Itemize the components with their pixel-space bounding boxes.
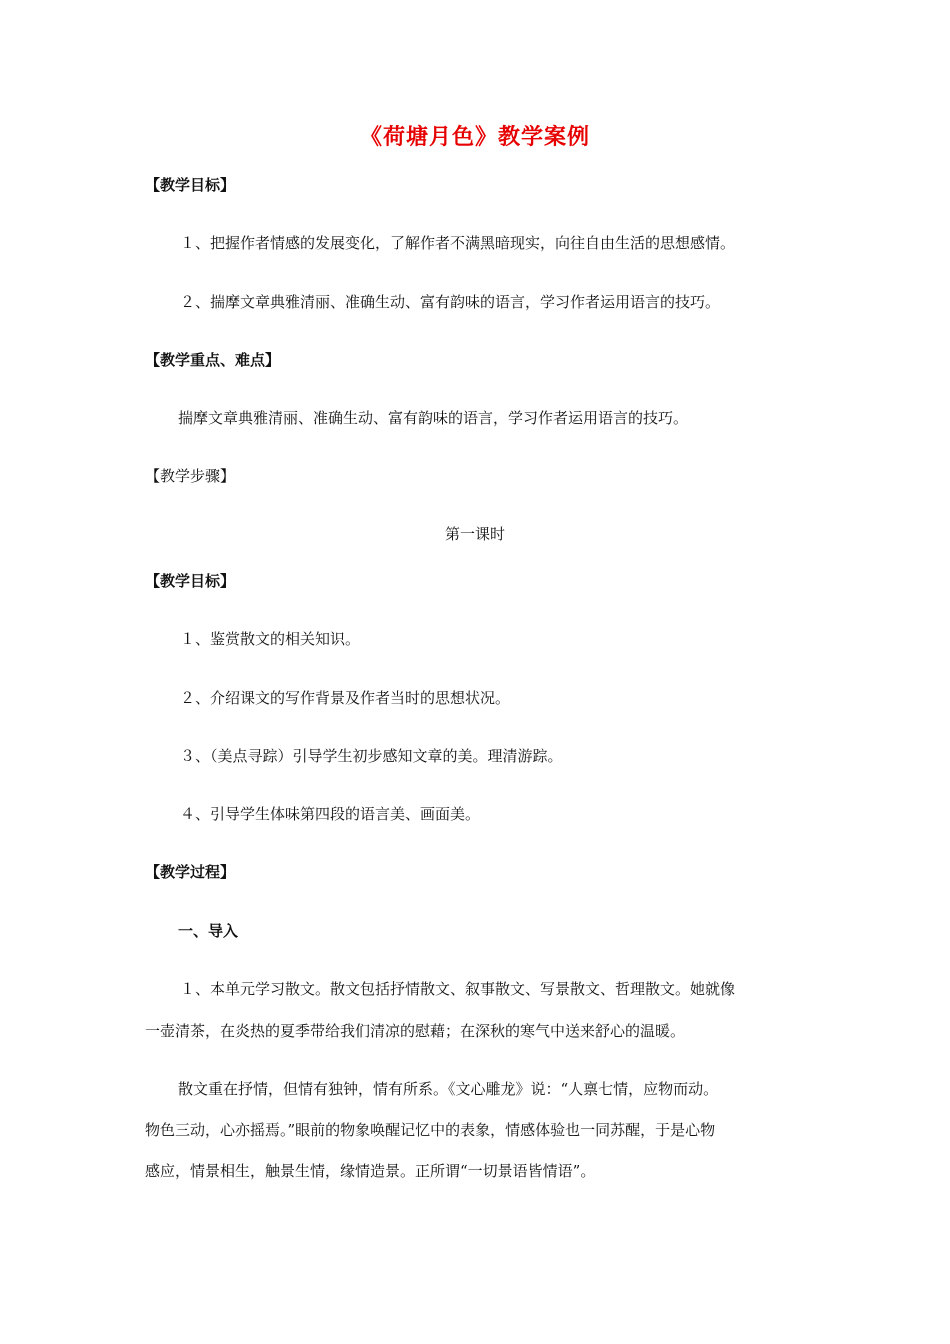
steps-heading: 【教学步骤】 (145, 467, 236, 485)
lesson-title: 第一课时 (444, 525, 505, 543)
paragraph-2-line-3: 感应，情景相生，触景生情，缘情造景。正所谓“一切景语皆情语”。 (145, 1162, 596, 1180)
process-heading: 【教学过程】 (145, 863, 236, 881)
lesson-goal-4: ４、引导学生体味第四段的语言美、画面美。 (180, 805, 481, 823)
key-heading: 【教学重点、难点】 (145, 351, 281, 369)
lesson-goal-1: １、鉴赏散文的相关知识。 (180, 630, 361, 648)
goals-heading: 【教学目标】 (145, 176, 236, 194)
intro-heading: 一、导入 (178, 922, 239, 940)
goal-1: １、把握作者情感的发展变化，了解作者不满黑暗现实，向往自由生活的思想感情。 (180, 234, 736, 252)
lesson-goal-3: ３、（美点寻踪）引导学生初步感知文章的美。理清游踪。 (180, 747, 563, 765)
paragraph-1-line-2: 一壶清茶，在炎热的夏季带给我们清凉的慰藉；在深秋的寒气中送来舒心的温暖。 (145, 1022, 686, 1040)
paragraph-1-line-1: １、本单元学习散文。散文包括抒情散文、叙事散文、写景散文、哲理散文。她就像 (180, 980, 736, 998)
key-text: 揣摩文章典雅清丽、准确生动、富有韵味的语言，学习作者运用语言的技巧。 (178, 409, 689, 427)
lesson-goal-2: ２、介绍课文的写作背景及作者当时的思想状况。 (180, 689, 511, 707)
lesson-goals-heading: 【教学目标】 (145, 572, 236, 590)
paragraph-2-line-1: 散文重在抒情，但情有独钟，情有所系。《文心雕龙》说：“人禀七情，应物而动。 (178, 1080, 719, 1098)
paragraph-2-line-2: 物色三动，心亦摇焉。”眼前的物象唤醒记忆中的表象，情感体验也一同苏醒，于是心物 (145, 1121, 716, 1139)
goal-2: ２、揣摩文章典雅清丽、准确生动、富有韵味的语言，学习作者运用语言的技巧。 (180, 293, 721, 311)
document-title: 《荷塘月色》教学案例 (359, 125, 590, 150)
